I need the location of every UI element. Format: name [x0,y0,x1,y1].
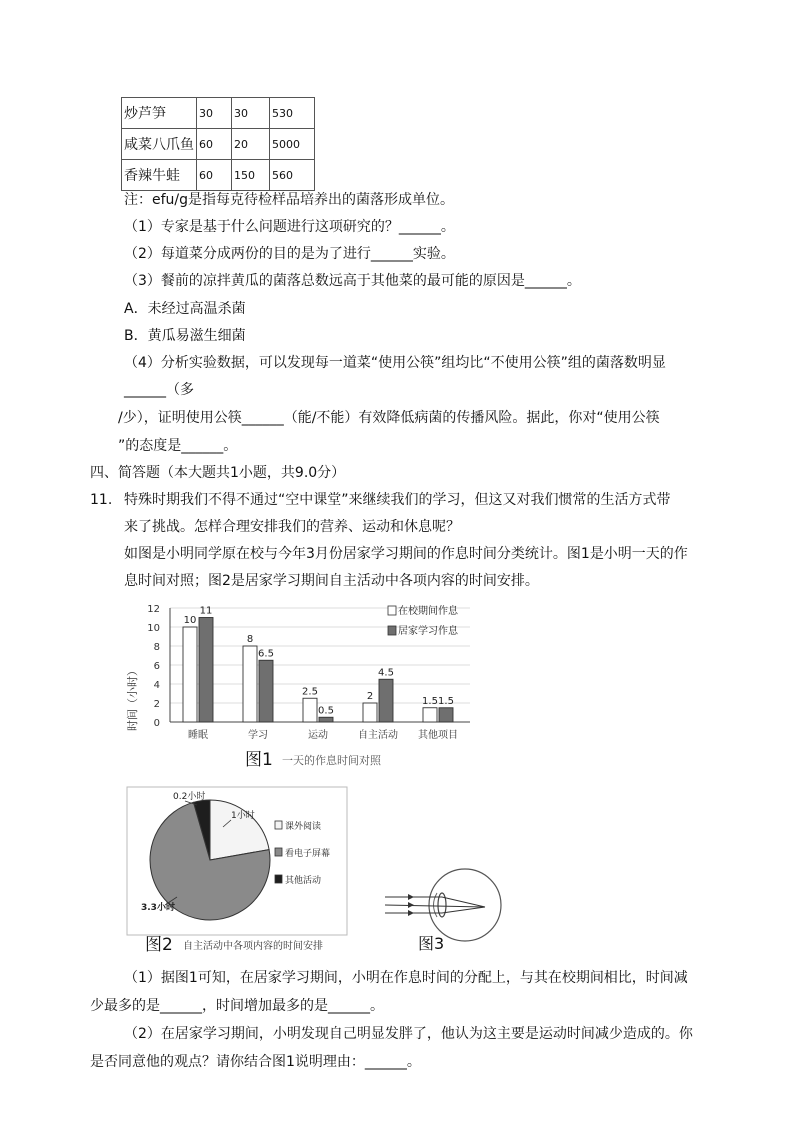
fig3-caption-label: 图3 [418,934,445,953]
value-cell: 150 [232,160,270,191]
fig2-legend-label: 看电子屏幕 [285,849,331,859]
value-cell: 560 [270,160,315,191]
q10-option-b: B．黄瓜易滋生细菌 [124,328,246,344]
fig1-bar-school [303,698,317,722]
fig1-ytick: 4 [153,680,160,691]
q11-sub1: （1）据图1可知，在居家学习期间，小明在作息时间的分配上，与其在校期间相比，时间减 [124,970,688,986]
fig1-xtick: 其他项目 [418,730,458,741]
fig1-bar-chart [120,600,480,775]
fig1-bar-home [259,660,273,722]
fig2-slice-label: 3.3小时 [141,903,175,913]
q10-part4-cont3: ”的态度是______。 [118,438,238,454]
q10-part4: （4）分析实验数据，可以发现每一道菜“使用公筷”组均比“不使用公筷”组的菌落数明显 [124,355,666,371]
value-cell: 20 [232,129,270,160]
fig1-data-label: 10 [183,615,197,626]
fig1-ytick: 10 [147,623,160,634]
q10-part2: （2）每道菜分成两份的目的是为了进行______实验。 [124,246,455,262]
dish-name-cell: 咸菜八爪鱼 [122,129,197,160]
q11-sub1-cont: 少最多的是______，时间增加最多的是______。 [90,998,384,1014]
fig1-ytick: 12 [147,604,160,615]
fig2-caption-label: 图2 [145,935,173,955]
fig1-bar-home [379,679,393,722]
fig1-ytick: 0 [153,718,160,729]
fig1-bar-home [199,618,213,723]
dish-name-cell: 香辣牛蛙 [122,160,197,191]
fig1-bar-school [363,703,377,722]
fig1-ytick: 2 [153,699,160,710]
fig1-data-label: 11 [199,605,213,617]
section-heading: 四、简答题（本大题共1小题，共9.0分） [90,465,346,481]
q10-option-a: A．未经过高温杀菌 [124,301,246,317]
light-rays [385,897,485,913]
fig1-data-label: 6.5 [258,648,274,660]
fig1-caption-text: 一天的作息时间对照 [282,754,381,767]
q11-sub2-cont: 是否同意他的观点？请你结合图1说明理由：______。 [90,1054,421,1070]
fig1-ytick: 8 [153,642,160,653]
fig1-bar-home [319,717,333,722]
eyeball-outline [429,869,501,941]
fig2-caption-text: 自主活动中各项内容的时间安排 [183,941,323,952]
bacteria-table [121,97,315,191]
q11-intro-1: 特殊时期我们不得不通过“空中课堂”来继续我们的学习，但这又对我们惯常的生活方式带 [124,492,671,508]
fig1-bar-school [243,646,257,722]
value-cell: 5000 [270,129,315,160]
fig2-legend-swatch [275,848,282,856]
value-cell: 30 [232,98,270,129]
q11-intro-2: 来了挑战。怎样合理安排我们的营养、运动和休息呢？ [124,519,460,535]
fig1-bar-school [183,627,197,722]
value-cell: 60 [197,129,232,160]
table-row [122,160,315,191]
q10-part1: （1）专家是基于什么问题进行这项研究的？______。 [124,219,455,235]
q10-part3: （3）餐前的凉拌黄瓜的菌落总数远高于其他菜的最可能的原因是______。 [124,273,581,289]
fig3-eye-diagram [380,855,520,955]
table-note: 注：efu/g是指每克待检样品培养出的菌落形成单位。 [124,192,455,208]
fig2-legend-swatch [275,875,282,883]
ray-arrows [408,894,414,916]
fig1-legend-swatch [388,606,396,615]
q10-part4-cont1: ______（多 [124,382,194,398]
fig1-data-label: 2.5 [302,686,318,698]
fig1-ytick: 6 [153,661,160,672]
fig1-xtick: 睡眠 [188,730,208,741]
fig1-legend-swatch [388,626,396,635]
fig2-legend-swatch [275,821,282,829]
fig2-legend-label: 其他活动 [285,876,322,886]
value-cell: 30 [197,98,232,129]
q11-intro-3: 如图是小明同学原在校与今年3月份居家学习期间的作息时间分类统计。图1是小明一天的作 [124,546,688,562]
fig1-xtick: 运动 [308,730,328,741]
q11-sub2: （2）在居家学习期间，小明发现自己明显发胖了，他认为这主要是运动时间减少造成的。你 [124,1026,693,1042]
fig1-data-label: 1.5 [422,695,438,707]
fig1-bar-school [423,708,437,722]
fig1-data-label: 0.5 [318,705,334,717]
fig2-slice-label: 1小时 [231,811,255,821]
fig1-caption-label: 图1 [245,750,273,770]
q11-number: 11. [90,492,113,508]
fig1-data-label: 2 [366,691,374,702]
table-row [122,98,315,129]
table-row [122,129,315,160]
fig2-legend-label: 课外阅读 [285,822,322,832]
q10-part4-cont2: /少），证明使用公筷______（能/不能）有效降低病菌的传播风险。据此，你对“使用公筷 [118,410,660,426]
fig1-data-label: 1.5 [438,695,454,707]
fig1-data-label: 8 [246,634,254,645]
dish-name-cell: 炒芦笋 [122,98,197,129]
fig1-data-label: 4.5 [378,667,394,679]
fig1-ylabel: 时间（小时） [126,665,139,731]
fig1-legend-label: 居家学习作息 [398,626,458,637]
value-cell: 530 [270,98,315,129]
q11-intro-4: 息时间对照；图2是居家学习期间自主活动中各项内容的时间安排。 [124,573,539,589]
fig1-bar-home [439,708,453,722]
value-cell: 60 [197,160,232,191]
fig1-xtick: 自主活动 [358,730,398,741]
fig1-legend-label: 在校期间作息 [398,606,458,617]
fig2-pie-chart [125,785,350,960]
fig1-xtick: 学习 [248,730,268,741]
fig2-slice-label: 0.2小时 [173,792,206,802]
